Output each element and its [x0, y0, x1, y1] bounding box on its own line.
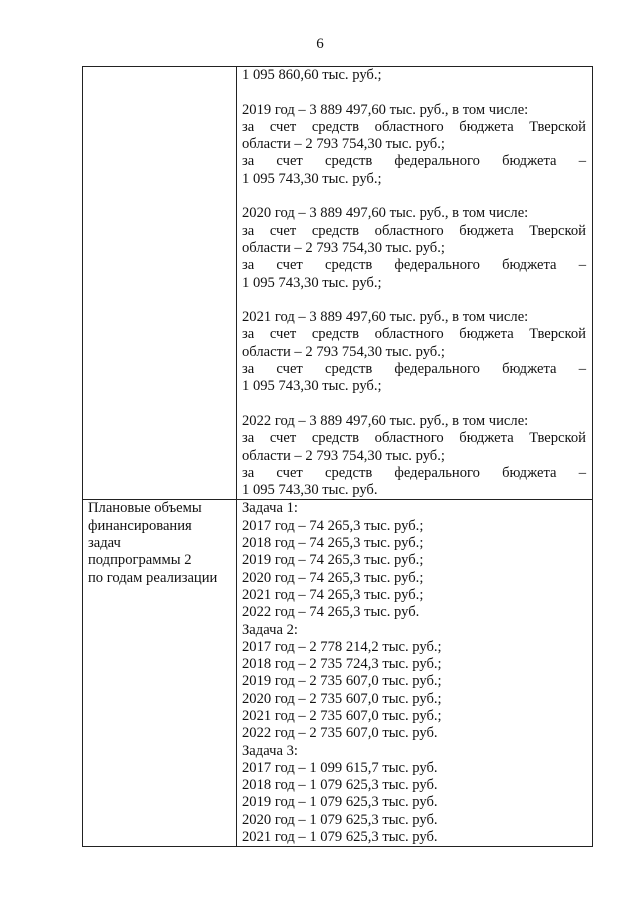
text-line: 2017 год – 74 265,3 тыс. руб.;: [242, 517, 424, 534]
text-line: 2020 год – 2 735 607,0 тыс. руб.;: [242, 690, 442, 707]
text-line: 2022 год – 74 265,3 тыс. руб.: [242, 604, 420, 621]
row1-label-cell: [83, 67, 237, 500]
financing-table: [82, 66, 593, 847]
text-line: 2018 год – 1 079 625,3 тыс. руб.: [242, 777, 438, 794]
text-line: 2020 год – 74 265,3 тыс. руб.;: [242, 569, 424, 586]
text-line: 1 095 743,30 тыс. руб.;: [242, 378, 382, 395]
text-line: 1 095 743,30 тыс. руб.;: [242, 274, 382, 291]
text-line: Задача 2:: [242, 621, 298, 638]
text-line: 2021 год – 3 889 497,60 тыс. руб., в том числе:: [242, 309, 529, 326]
text-line: 2017 год – 1 099 615,7 тыс. руб.: [242, 759, 438, 776]
text-line: за счет средств федерального бюджета –: [242, 361, 586, 378]
blank-line: [242, 84, 586, 101]
text-line: 2022 год – 3 889 497,60 тыс. руб., в том числе:: [242, 412, 529, 429]
label-line: финансирования: [88, 517, 192, 534]
text-line: 2018 год – 74 265,3 тыс. руб.;: [242, 535, 424, 552]
text-line: за счет средств областного бюджета Тверской: [242, 222, 586, 239]
text-line: 2020 год – 3 889 497,60 тыс. руб., в том числе:: [242, 205, 529, 222]
text-line: 2019 год – 2 735 607,0 тыс. руб.;: [242, 673, 442, 690]
blank-line: [242, 396, 586, 413]
row2-content-cell: [237, 500, 593, 847]
text-line: за счет средств областного бюджета Тверской: [242, 326, 586, 343]
text-line: области – 2 793 754,30 тыс. руб.;: [242, 239, 445, 256]
table-row: [83, 67, 593, 500]
text-line: Задача 1:: [242, 500, 298, 517]
table-row: [83, 500, 593, 847]
row2-label-cell: [83, 500, 237, 847]
text-line: области – 2 793 754,30 тыс. руб.;: [242, 447, 445, 464]
blank-line: [242, 292, 586, 309]
text-line: 2020 год – 1 079 625,3 тыс. руб.: [242, 811, 438, 828]
text-line: 1 095 743,30 тыс. руб.: [242, 482, 378, 499]
text-line: 2022 год – 2 735 607,0 тыс. руб.: [242, 725, 438, 742]
text-line: за счет средств федерального бюджета –: [242, 464, 586, 481]
text-line: за счет средств областного бюджета Тверской: [242, 118, 586, 135]
text-line: Задача 3:: [242, 742, 298, 759]
label-line: подпрограммы 2: [88, 552, 192, 569]
text-line: за счет средств федерального бюджета –: [242, 257, 586, 274]
text-line: 2021 год – 2 735 607,0 тыс. руб.;: [242, 707, 442, 724]
text-line: 2019 год – 3 889 497,60 тыс. руб., в том числе:: [242, 101, 529, 118]
blank-line: [242, 188, 586, 205]
text-line: за счет средств федерального бюджета –: [242, 153, 586, 170]
row1-content-cell: [237, 67, 593, 500]
label-line: задач: [88, 535, 121, 552]
page-number: 6: [316, 36, 324, 52]
text-line: 2021 год – 74 265,3 тыс. руб.;: [242, 586, 424, 603]
text-line: 1 095 743,30 тыс. руб.;: [242, 170, 382, 187]
text-line: области – 2 793 754,30 тыс. руб.;: [242, 136, 445, 153]
text-line: за счет средств областного бюджета Тверской: [242, 430, 586, 447]
label-line: Плановые объемы: [88, 500, 202, 517]
text-line: области – 2 793 754,30 тыс. руб.;: [242, 343, 445, 360]
text-line: 2021 год – 1 079 625,3 тыс. руб.: [242, 829, 438, 846]
label-line: по годам реализации: [88, 569, 218, 586]
text-line: 2019 год – 1 079 625,3 тыс. руб.: [242, 794, 438, 811]
text-line: 2018 год – 2 735 724,3 тыс. руб.;: [242, 656, 442, 673]
text-line: 1 095 860,60 тыс. руб.;: [242, 67, 382, 83]
text-line: 2017 год – 2 778 214,2 тыс. руб.;: [242, 638, 442, 655]
text-line: 2019 год – 74 265,3 тыс. руб.;: [242, 552, 424, 569]
